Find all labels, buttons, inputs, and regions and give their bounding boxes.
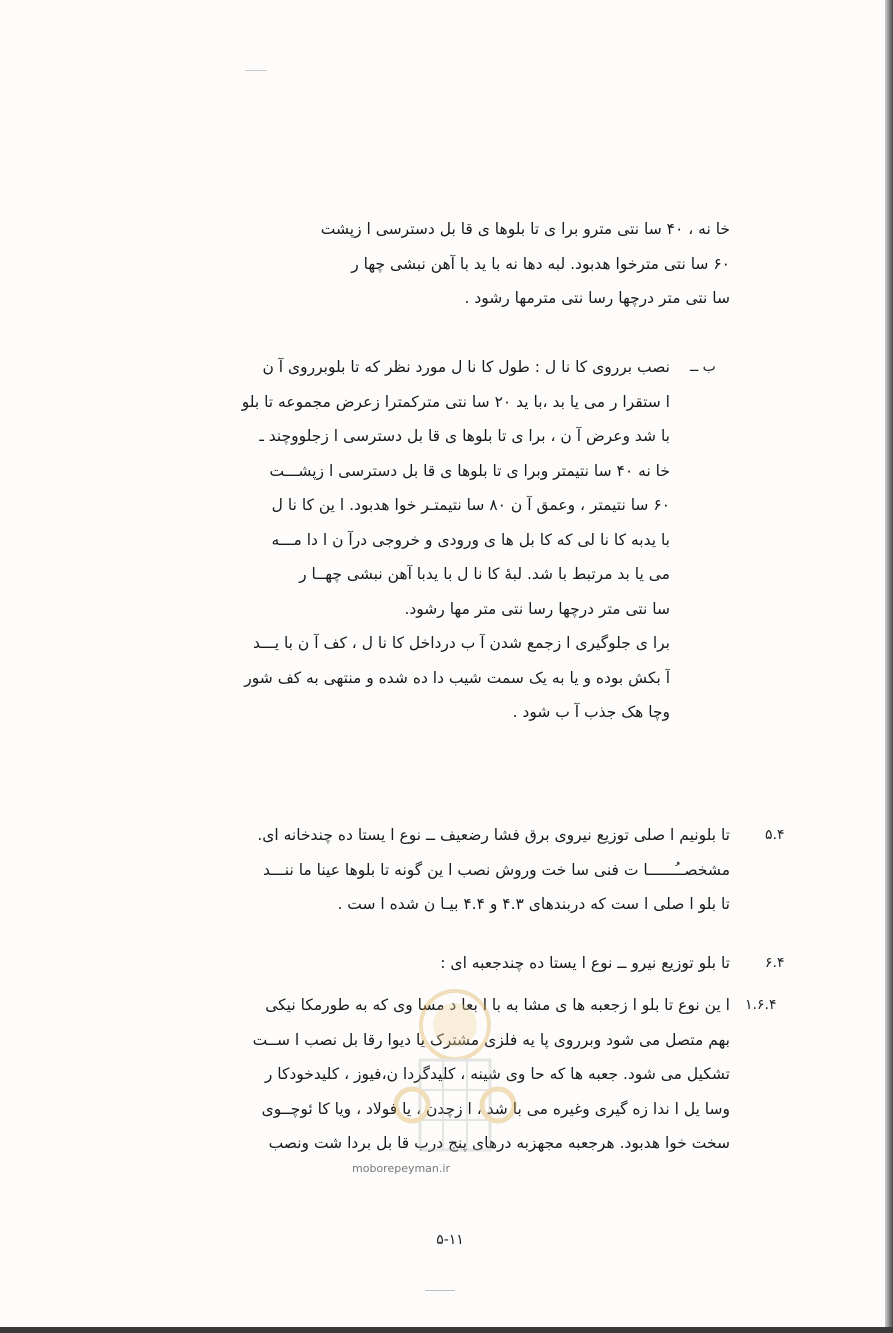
text-line: با شد وعرض آ ن ، برا ی تا بلوها ی قا بل دسترسی ا زجلووچند ـ: [259, 427, 670, 445]
text-line: آ بکش بوده و یا به یک سمت شیب دا ده شده و منتهی به کف شور: [244, 668, 670, 687]
scan-mark: [425, 1290, 455, 1291]
section-number-5-4: ۵.۴: [765, 827, 785, 843]
text-line: تشکیل می شود. جعبه ها که حا وی شینه ، کلیدگردا ن،فیوز ، کلیدخودکا ر: [264, 1065, 730, 1083]
text-line: مشخصــُــــــا ت فنی سا خت وروش نصب ا ین گونه تا بلوها عینا ما ننـــد: [263, 860, 730, 879]
text-line: سخت خوا هدبود. هرجعبه مجهزبه درهای پنج درب قا بل بردا شت ونصب: [268, 1134, 730, 1152]
scan-edge-shadow: [0, 1327, 893, 1333]
text-line: برا ی جلوگیری ا زجمع شدن آ ب درداخل کا نا ل ، کف آ ن با یـــد: [252, 634, 670, 652]
text-line: خا نه ۴۰ سا نتیمتر وبرا ی تا بلوها ی قا بل دسترسی ا زپشـــت: [269, 461, 670, 480]
paragraph-item-b: [70, 350, 670, 730]
text-line: نصب برروی کا نا ل : طول کا نا ل مورد نظر که تا بلوبرروی آ ن: [262, 358, 670, 376]
watermark-logo-icon: [390, 985, 520, 1175]
paragraph-intro: [70, 212, 730, 316]
section-number-6-4: ۶.۴: [765, 955, 785, 971]
text-line: سا نتی متر درچها رسا نتی مترمها رشود .: [464, 289, 730, 307]
text-line: وسا یل ا ندا زه گیری وغیره می با شد ، ا زچدن ، یا فولاد ، ویا کا ئوچــوی: [261, 1099, 730, 1118]
scan-edge-shadow: [885, 0, 893, 1333]
text-line: ا ین نوع تا بلو ا زجعبه ها ی مشا به با ا بعا د مسا وی که به طورمکا نیکی: [265, 996, 730, 1014]
heading-section-6-4: [70, 946, 730, 981]
scan-mark: [245, 70, 267, 71]
item-b-label: ب ــ: [690, 359, 716, 375]
text-line: ۶۰ سا نتی مترخوا هدبود. لبه دها نه با ید با آهن نبشی چها ر: [351, 254, 730, 273]
text-line: ا ستقرا ر می یا بد ،با ید ۲۰ سا نتی مترکمترا زعرض مجموعه تا بلو: [241, 392, 670, 411]
text-line: تا بلو ا صلی ا ست که دربندهای ۴.۳ و ۴.۴ بیـا ن شده ا ست .: [337, 895, 730, 913]
text-line: تا بلو توزیع نیرو ــ نوع ا یستا ده چندجعبه ای :: [440, 954, 730, 972]
text-line: وچا هک جذب آ ب شود .: [512, 703, 670, 721]
text-line: تا بلونیم ا صلی توزیع نیروی برق فشا رضعیف ــ نوع ا یستا ده چندخانه ای.: [257, 826, 730, 844]
paragraph-section-5-4: [70, 818, 730, 922]
text-line: خا نه ، ۴۰ سا نتی مترو برا ی تا بلوها ی قا بل دسترسی ا زپشت: [320, 220, 730, 238]
text-line: با یدبه کا نا لی که کا بل ها ی ورودی و خروجی درآ ن ا دا مـــه: [271, 530, 670, 549]
section-number-1-6-4: ۱.۶.۴: [745, 997, 777, 1013]
page-number: ۵-۱۱: [436, 1232, 464, 1248]
text-line: سا نتی متر درچها رسا نتی متر مها رشود.: [404, 599, 670, 618]
watermark-text: moborepeyman.ir: [352, 1162, 450, 1175]
text-line: ۶۰ سا نتیمتر ، وعمق آ ن ۸۰ سا نتیمتـر خوا هدبود. ا ین کا نا ل: [271, 496, 670, 514]
text-line: می یا بد مرتبط با شد. لبهٔ کا نا ل با یدبا آهن نبشی چهــا ر: [299, 565, 670, 583]
text-line: بهم متصل می شود وبرروی پا یه فلزی مشترک یا دیوا رقا بل نصب ا ســت: [252, 1030, 730, 1049]
